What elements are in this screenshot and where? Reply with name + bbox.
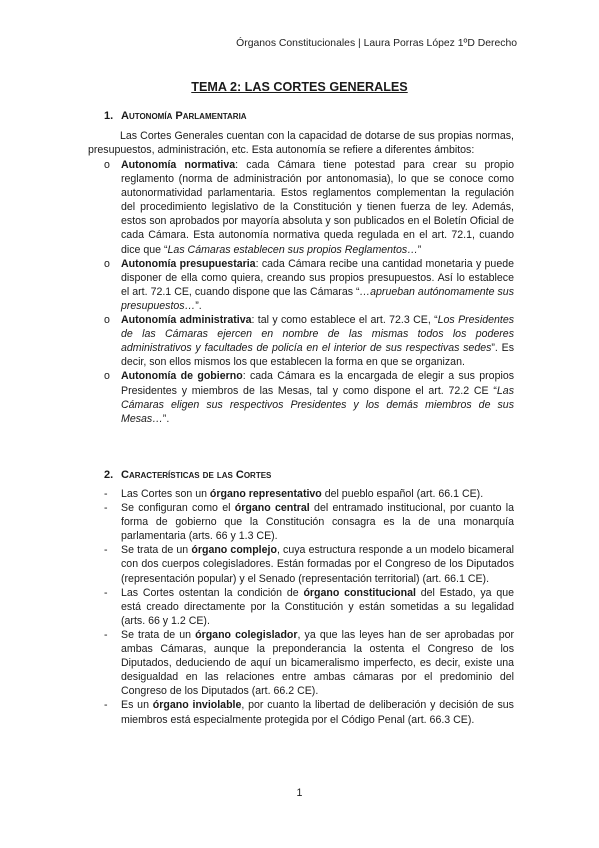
bullet-marker: o	[104, 257, 110, 270]
section-intro: Las Cortes Generales cuentan con la capacidad de dotarse de sus propias normas, presupuestos, administración, etc. Esta autonomía se refiere a diferentes ámbitos:	[88, 130, 514, 157]
list-item	[104, 586, 514, 628]
dash-marker: -	[104, 544, 108, 557]
list-item	[104, 313, 514, 369]
bullet-marker: o	[104, 314, 110, 327]
item-keyword: órgano central	[234, 502, 310, 515]
bullet-marker: o	[104, 159, 110, 171]
item-text: del entramado institucional, por cuanto la forma de gobierno que la Constitución consagra es la de una monarquía parlamentaria (arts. 66 y 1.3 CE).	[121, 502, 515, 543]
dash-marker: -	[104, 628, 108, 641]
item-keyword: órgano constitucional	[303, 586, 416, 599]
list-item	[104, 487, 514, 501]
dash-marker: -	[104, 699, 108, 712]
item-text: Las Cortes son un	[121, 488, 210, 500]
item-text: : tal y como establece el art. 72.3 CE, “	[251, 314, 438, 327]
list-item	[104, 369, 514, 425]
item-keyword: órgano inviolable	[152, 699, 242, 712]
item-after: ”.	[195, 299, 202, 312]
item-text: Se configuran como el	[121, 502, 235, 515]
item-after: ”.	[162, 412, 170, 425]
page-title: TEMA 2: LAS CORTES GENERALES	[191, 80, 408, 94]
dash-marker: -	[104, 502, 108, 515]
item-label: Autonomía administrativa	[121, 314, 252, 327]
item-text: : cada Cámara recibe una cantidad monetaria y puede disponer de ella como quiera, creando sus propios presupuestos. Así lo establece el art. 72.1 CE, cuando dispone que las Cámaras “	[121, 257, 514, 298]
item-after: ”. Es decir, son ellos mismos los que establecen la forma en que se organizan.	[121, 342, 514, 369]
item-label: Autonomía normativa	[121, 159, 236, 171]
item-text: del Estado, ya que está creado directamente por la Constitución y están sometidas a su legalidad (arts. 66 y 1.2 CE).	[121, 586, 515, 627]
list-item	[104, 257, 514, 313]
item-quote: Las Cámaras eligen sus respectivos Presidentes y los demás miembros de sus Mesas…	[121, 384, 514, 425]
dash-marker: -	[104, 488, 108, 500]
dash-marker: -	[104, 586, 108, 599]
list-item	[104, 158, 514, 257]
section-heading-autonomia	[104, 110, 247, 122]
item-label: Autonomía de gobierno	[121, 370, 243, 383]
section-heading-text: Autonomía Parlamentaria	[121, 110, 247, 122]
list-item	[104, 698, 514, 726]
section-heading-caracteristicas	[104, 469, 271, 481]
item-text: del pueblo español (art. 66.1 CE).	[321, 488, 484, 500]
item-text: , ya que las leyes han de ser aprobadas por ambas Cámaras, aunque la preponderancia la ostenta el Congreso de los Diputados, deduciendo de aquí un bicameralismo imperfecto, es decir, existe una desigualdad en las relaciones entre ambas cámaras por el predominio del Congreso de los Diputados (art. 66.2 CE).	[121, 628, 515, 698]
item-keyword: órgano complejo	[191, 544, 277, 557]
item-quote: Los Presidentes de las Cámaras ejercen en nombre de las mismas todos los poderes administrativos y facultades de policía en el interior de sus respectivas sedes	[121, 314, 515, 355]
autonomy-list	[104, 158, 514, 426]
item-text: : cada Cámara es la encargada de elegir a sus propios Presidentes y miembros de las Mesas, tal y como dispone el art. 72.2 CE “	[121, 370, 515, 397]
item-text: Se trata de un	[121, 544, 192, 557]
list-item	[104, 628, 514, 698]
item-text: Es un	[121, 699, 153, 712]
item-text: : cada Cámara tiene potestad para crear su propio reglamento (norma de administración por antonomasia), lo que se conoce como autonormatividad parlamentaria. Estos reglamentos complementan la regulación del procedimiento legislativo de la Constitución y tienen fuerza de ley. Además, estos son aprobados por mayoría absoluta y son publicados en el Boletín Oficial de cada Cámara. Esta autonomía normativa queda regulada en el art. 72.1, cuando dice que “	[121, 159, 514, 256]
section-heading-text: Características de las Cortes	[121, 469, 272, 481]
bullet-marker: o	[104, 370, 110, 383]
item-quote: Las Cámaras establecen sus propios Reglamentos…	[167, 243, 418, 256]
item-text: Se trata de un	[121, 628, 196, 641]
item-after: ”	[417, 243, 422, 256]
list-item	[104, 501, 514, 543]
characteristics-list	[104, 487, 514, 727]
item-text: Las Cortes ostentan la condición de	[121, 586, 304, 599]
item-text: , por cuanto la libertad de deliberación y decisión de sus miembros está especialmente protegida por el Código Penal (art. 66.3 CE).	[121, 699, 514, 726]
section-number: 2.	[104, 469, 114, 481]
section-number: 1.	[104, 110, 114, 122]
page-header: Órganos Constitucionales | Laura Porras López 1ºD Derecho	[236, 38, 517, 49]
item-keyword: órgano representativo	[209, 488, 322, 500]
item-text: , cuya estructura responde a un modelo bicameral con dos cuerpos colegisladores. Están formadas por el Congreso de los Diputados (representación popular) y el Senado (representación territorial) (art. 66.1 CE).	[121, 544, 514, 585]
item-keyword: órgano colegislador	[195, 628, 298, 641]
item-label: Autonomía presupuestaria	[121, 257, 256, 270]
list-item	[104, 543, 514, 585]
page-number: 1	[296, 787, 303, 799]
item-quote: …aprueban autónomamente sus presupuestos…	[121, 285, 514, 312]
